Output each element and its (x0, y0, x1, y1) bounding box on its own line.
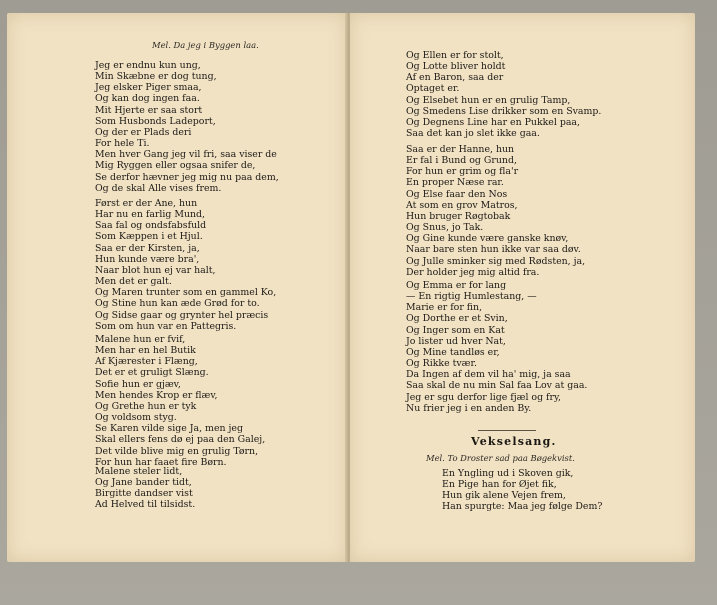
verse-line: For hele Ti. (95, 138, 150, 150)
right-melody-note: Mel. To Droster sad paa Bøgekvist. (426, 453, 575, 463)
verse-line: Men har en hel Butik (95, 345, 196, 357)
verse-line: Min Skæbne er dog tung, (95, 71, 217, 83)
verse-line: Af en Baron, saa der (406, 72, 504, 84)
verse-line: Jeg er sgu derfor lige fjæl og fry, (406, 391, 562, 403)
section-divider (478, 430, 536, 431)
verse-line: Men hendes Krop er flæv, (95, 389, 218, 401)
verse-line: Det er et gruligt Slæng. (95, 367, 209, 379)
left-stanza-2 (95, 198, 276, 332)
verse-line: Jeg er endnu kun ung, (95, 60, 201, 71)
verse-line: Først er der Ane, hun (95, 198, 198, 209)
verse-line: Malene steler lidt, (95, 466, 183, 477)
right-stanza-1 (406, 50, 601, 139)
verse-line: Sofie hun er gjæv, (95, 378, 181, 390)
verse-line: Men hver Gang jeg vil fri, saa viser de (95, 149, 277, 161)
verse-line: Af Kjærester i Flæng, (95, 356, 198, 368)
right-stanza-4 (442, 468, 602, 513)
verse-line: Men det er galt. (95, 276, 172, 288)
verse-line: Og Dorthe er et Svin, (406, 313, 508, 325)
verse-line: Er fal i Bund og Grund, (406, 155, 517, 167)
verse-line: Jo lister ud hver Nat, (406, 335, 506, 347)
verse-line: Og Smedens Lise drikker som en Svamp. (406, 105, 602, 117)
verse-line: Og Rikke tvær. (406, 358, 477, 370)
verse-line: Skal ellers fens dø ej paa den Galej, (95, 434, 266, 446)
left-stanza-1 (95, 60, 279, 194)
left-melody-note: Mel. Da jeg i Byggen laa. (152, 40, 259, 50)
section-title: Vekselsang. (471, 435, 557, 448)
verse-line: Optaget er. (406, 83, 460, 95)
right-page (350, 13, 695, 562)
verse-line: Og Gine kunde være ganske knøv, (406, 233, 569, 245)
verse-line: Malene hun er fvif, (95, 334, 186, 345)
verse-line: Og Maren trunter som en gammel Ko, (95, 287, 277, 299)
verse-line: Ad Helved til tilsidst. (95, 499, 196, 511)
verse-line: Og Lotte bliver holdt (406, 61, 506, 73)
verse-line: Der holder jeg mig altid fra. (406, 266, 540, 278)
verse-line: Naar bare sten hun ikke var saa døv. (406, 244, 581, 256)
verse-line: Jeg elsker Piger smaa, (95, 82, 202, 94)
verse-line: Har nu en farlig Mund, (95, 209, 206, 221)
verse-line: Hun gik alene Vejen frem, (442, 490, 566, 502)
verse-line: Mit Hjerte er saa stort (95, 104, 203, 116)
verse-line: Og Grethe hun er tyk (95, 400, 197, 412)
verse-line: En Pige han for Øjet fik, (442, 479, 557, 491)
verse-line: Som Kæppen i et Hjul. (95, 231, 203, 243)
verse-line: For hun er grim og fla'r (406, 166, 519, 178)
verse-line: Og de skal Alle vises frem. (95, 182, 222, 194)
left-stanza-4 (95, 466, 195, 511)
verse-line: Og Sidse gaar og grynter hel præcis (95, 309, 269, 321)
verse-line: Og Emma er for lang (406, 280, 507, 291)
verse-line: Hun bruger Røgtobak (406, 210, 511, 222)
verse-line: Saa det kan jo slet ikke gaa. (406, 128, 540, 140)
verse-line: Og voldsom styg. (95, 412, 177, 424)
left-stanza-3 (95, 334, 265, 468)
verse-line: Saa er der Hanne, hun (406, 144, 515, 155)
verse-line: Og Jane bander tidt, (95, 477, 192, 489)
verse-line: En proper Næse rar. (406, 177, 504, 189)
verse-line: Og der er Plads deri (95, 126, 192, 138)
verse-line: For hun har faaet fire Børn. (95, 456, 227, 468)
verse-line: Og Ellen er for stolt, (406, 50, 504, 61)
verse-line: Mig Ryggen eller ogsaa snifer de, (95, 160, 256, 172)
right-stanza-2 (406, 144, 585, 278)
left-page (7, 13, 347, 562)
verse-line: Han spurgte: Maa jeg følge Dem? (442, 501, 603, 513)
verse-line: At som en grov Matros, (406, 199, 518, 211)
verse-line: Og Inger som en Kat (406, 324, 505, 336)
verse-line: Nu frier jeg i en anden By. (406, 402, 532, 414)
verse-line: Se derfor hævner jeg mig nu paa dem, (95, 171, 279, 183)
verse-line: Det vilde blive mig en grulig Tørn, (95, 445, 259, 457)
verse-line: — En rigtig Humlestang, — (406, 291, 537, 303)
verse-line: Saa skal de nu min Sal faa Lov at gaa. (406, 380, 588, 392)
verse-line: Hun kunde være bra', (95, 253, 200, 265)
verse-line: Saa fal og ondsfabsfuld (95, 220, 207, 232)
verse-line: Marie er for fin, (406, 302, 483, 314)
verse-line: Og kan dog ingen faa. (95, 93, 200, 105)
verse-line: Og Stine hun kan æde Grød for to. (95, 298, 260, 310)
verse-line: Da Ingen af dem vil ha' mig, ja saa (406, 369, 571, 381)
verse-line: Saa er der Kirsten, ja, (95, 242, 200, 254)
right-stanza-3 (406, 280, 587, 414)
verse-line: En Yngling ud i Skoven gik, (442, 468, 574, 479)
verse-line: Og Mine tandløs er, (406, 346, 500, 358)
verse-line: Og Julle sminker sig med Rødsten, ja, (406, 255, 586, 267)
verse-line: Birgitte dandser vist (95, 488, 193, 500)
verse-line: Som om hun var en Pattegris. (95, 320, 237, 332)
verse-line: Som Husbonds Ladeport, (95, 115, 216, 127)
verse-line: Og Snus, jo Tak. (406, 222, 484, 234)
verse-line: Og Else faar den Nos (406, 188, 508, 200)
verse-line: Se Karen vilde sige Ja, men jeg (95, 423, 243, 435)
verse-line: Naar blot hun ej var halt, (95, 264, 216, 276)
verse-line: Og Degnens Line har en Pukkel paa, (406, 116, 580, 128)
verse-line: Og Elsebet hun er en grulig Tamp, (406, 94, 571, 106)
